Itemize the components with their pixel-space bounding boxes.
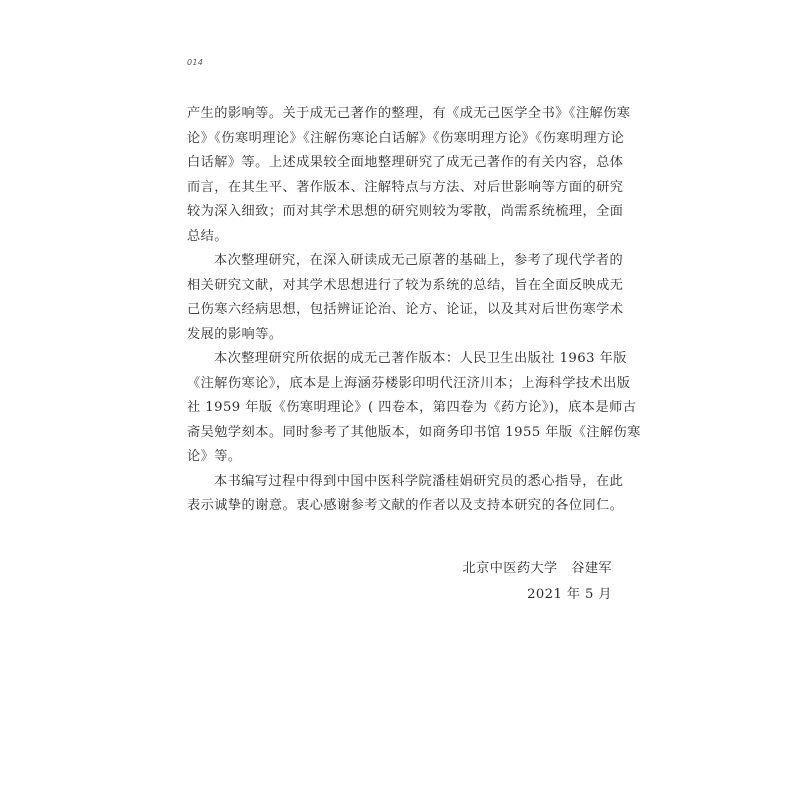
paragraph: [187, 347, 641, 470]
text-line: 较为深入细致；而对其学术思想的研究则较为零散，尚需系统梳理，全面: [187, 204, 624, 219]
text-line: 论》《伤寒明理论》《注解伤寒论白话解》《伤寒明理方论》《伤寒明理方论: [187, 130, 625, 146]
text-line: 产生的影响等。关于成无己著作的整理，有《成无己医学全书》《注解伤寒: [187, 106, 631, 121]
page-number: 014: [187, 58, 204, 67]
signature-date: 2021 年 5 月: [527, 587, 612, 602]
text-line: 己伤寒六经病思想，包括辨证论治、论方、论证，以及其对后世伤寒学术: [187, 302, 624, 317]
body-text: [187, 102, 641, 519]
paragraph: [187, 102, 631, 249]
text-line: 总结。: [187, 228, 228, 244]
paragraph: [187, 470, 624, 519]
text-line: 而言，在其生平、著作版本、注解特点与方法、对后世影响等方面的研究: [187, 179, 624, 195]
text-line: 本书编写过程中得到中国中医科学院潘桂娟研究员的悉心指导，在此: [214, 473, 624, 489]
text-line: 社 1959 年版《伤寒明理论》( 四卷本，第四卷为《药方论》)，底本是师古: [187, 400, 637, 415]
text-line: 发展的影响等。: [187, 326, 283, 342]
text-line: 论》等。: [187, 449, 242, 464]
text-line: 《注解伤寒论》，底本是上海涵芬楼影印明代汪济川本；上海科学技术出版: [187, 375, 631, 391]
text-line: 相关研究文献，对其学术思想进行了较为系统的总结，旨在全面反映成无: [187, 277, 624, 293]
text-line: 斋吴勉学刻本。同时参考了其他版本，如商务印书馆 1955 年版《注解伤寒: [187, 424, 641, 440]
signature-block: [463, 556, 612, 608]
signature-affiliation: 北京中医药大学 谷建军: [462, 561, 612, 576]
text-line: 表示诚挚的谢意。衷心感谢参考文献的作者以及支持本研究的各位同仁。: [187, 498, 624, 513]
text-line: 白话解》等。上述成果较全面地整理研究了成无己著作的有关内容，总体: [187, 155, 624, 170]
text-line: 本次整理研究所依据的成无己著作版本：人民卫生出版社 1963 年版: [214, 351, 627, 366]
paragraph: [187, 249, 624, 347]
text-line: 本次整理研究，在深入研读成无己原著的基础上，参考了现代学者的: [214, 253, 624, 268]
